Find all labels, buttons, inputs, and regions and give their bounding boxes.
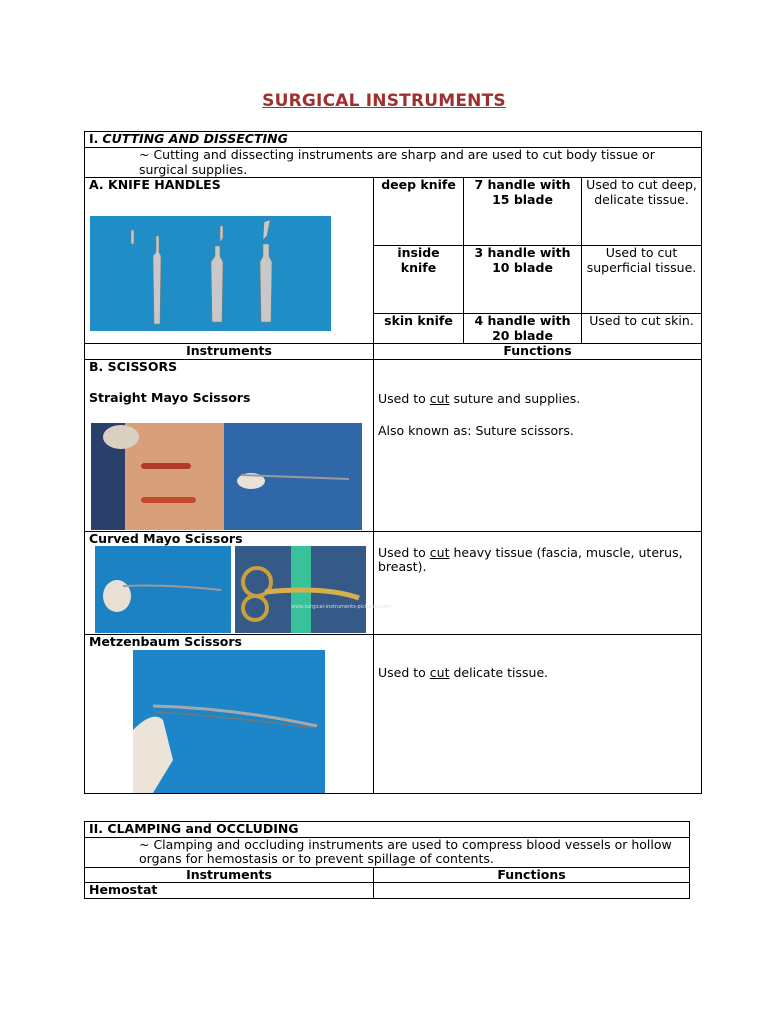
function-cell bbox=[374, 883, 690, 899]
knife-handle-icon bbox=[211, 246, 223, 322]
function-extra: Also known as: Suture scissors. bbox=[378, 423, 574, 438]
knife-handles-illustration bbox=[90, 216, 331, 331]
knife-use: Used to cut superficial tissue. bbox=[582, 246, 702, 314]
scissors-blade-icon bbox=[153, 706, 317, 726]
function-cell bbox=[374, 359, 702, 531]
instrument-name: Straight Mayo Scissors bbox=[89, 390, 251, 405]
column-header-instruments: Instruments bbox=[85, 344, 374, 360]
function-cell bbox=[374, 635, 702, 794]
clamping-occluding-table bbox=[84, 821, 690, 899]
knife-handle-icon bbox=[153, 236, 161, 324]
knife-handle-blade: 4 handle with 20 blade bbox=[464, 314, 582, 344]
section-description: ~ Clamping and occluding instruments are used to compress blood vessels or hollow organs for hemostasis or to prevent spillage of contents. bbox=[85, 837, 690, 867]
curved-mayo-photo-1 bbox=[95, 546, 231, 633]
glove-hand-icon bbox=[133, 716, 173, 792]
knife-use: Used to cut skin. bbox=[582, 314, 702, 344]
knife-handles-label: A. KNIFE HANDLES bbox=[89, 177, 221, 192]
function-text: Used to cut delicate tissue. bbox=[378, 665, 549, 680]
instrument-name: Curved Mayo Scissors bbox=[89, 530, 243, 546]
blade-icon bbox=[220, 226, 223, 242]
column-header-functions: Functions bbox=[374, 867, 690, 883]
page-title: SURGICAL INSTRUMENTS bbox=[262, 91, 506, 111]
blade-icon bbox=[131, 230, 134, 244]
knife-handle-blade: 3 handle with 10 blade bbox=[464, 246, 582, 314]
straight-mayo-illustration bbox=[91, 423, 362, 530]
instrument-name: Hemostat bbox=[85, 883, 374, 899]
blade-icon bbox=[263, 220, 270, 240]
function-text: Used to cut suture and supplies. bbox=[378, 390, 581, 406]
column-header-functions: Functions bbox=[374, 344, 702, 360]
glove-hand-icon bbox=[103, 580, 131, 612]
metzenbaum-photo bbox=[133, 650, 325, 793]
knife-handles-cell bbox=[85, 178, 374, 344]
knife-name: inside knife bbox=[374, 246, 464, 314]
section-description: ~ Cutting and dissecting instruments are sharp and are used to cut body tissue or surgical supplies. bbox=[85, 148, 702, 178]
scissors-blade-icon bbox=[265, 590, 359, 598]
function-text: Used to cut heavy tissue (fascia, muscle, uterus, breast). bbox=[378, 544, 683, 574]
knife-handle-icon bbox=[260, 244, 272, 322]
scissors-blade-icon bbox=[123, 586, 221, 591]
cutting-dissecting-table bbox=[84, 131, 702, 794]
glove-hand-icon bbox=[103, 425, 139, 449]
section-heading: II. CLAMPING and OCCLUDING bbox=[85, 822, 690, 838]
scissors-instrument-cell bbox=[85, 635, 374, 794]
ring-handle-icon bbox=[243, 596, 267, 620]
knife-handle-blade: 7 handle with 15 blade bbox=[464, 178, 582, 246]
column-header-instruments: Instruments bbox=[85, 867, 374, 883]
scissors-instrument-cell bbox=[85, 530, 390, 635]
function-cell bbox=[374, 531, 702, 635]
photo-watermark: www.surgical-instruments-pictures.com bbox=[291, 604, 390, 610]
knife-name: deep knife bbox=[374, 178, 464, 246]
knife-handles-photo bbox=[90, 216, 331, 331]
knife-use: Used to cut deep, delicate tissue. bbox=[582, 178, 702, 246]
knife-name: skin knife bbox=[374, 314, 464, 344]
section-heading: I. CUTTING AND DISSECTING bbox=[85, 132, 702, 148]
scissors-label: B. SCISSORS bbox=[89, 358, 178, 374]
scissors-instrument-cell bbox=[85, 359, 374, 531]
instrument-name: Metzenbaum Scissors bbox=[89, 634, 242, 649]
curved-mayo-photo-2 bbox=[235, 546, 390, 633]
straight-mayo-photo bbox=[91, 423, 362, 530]
